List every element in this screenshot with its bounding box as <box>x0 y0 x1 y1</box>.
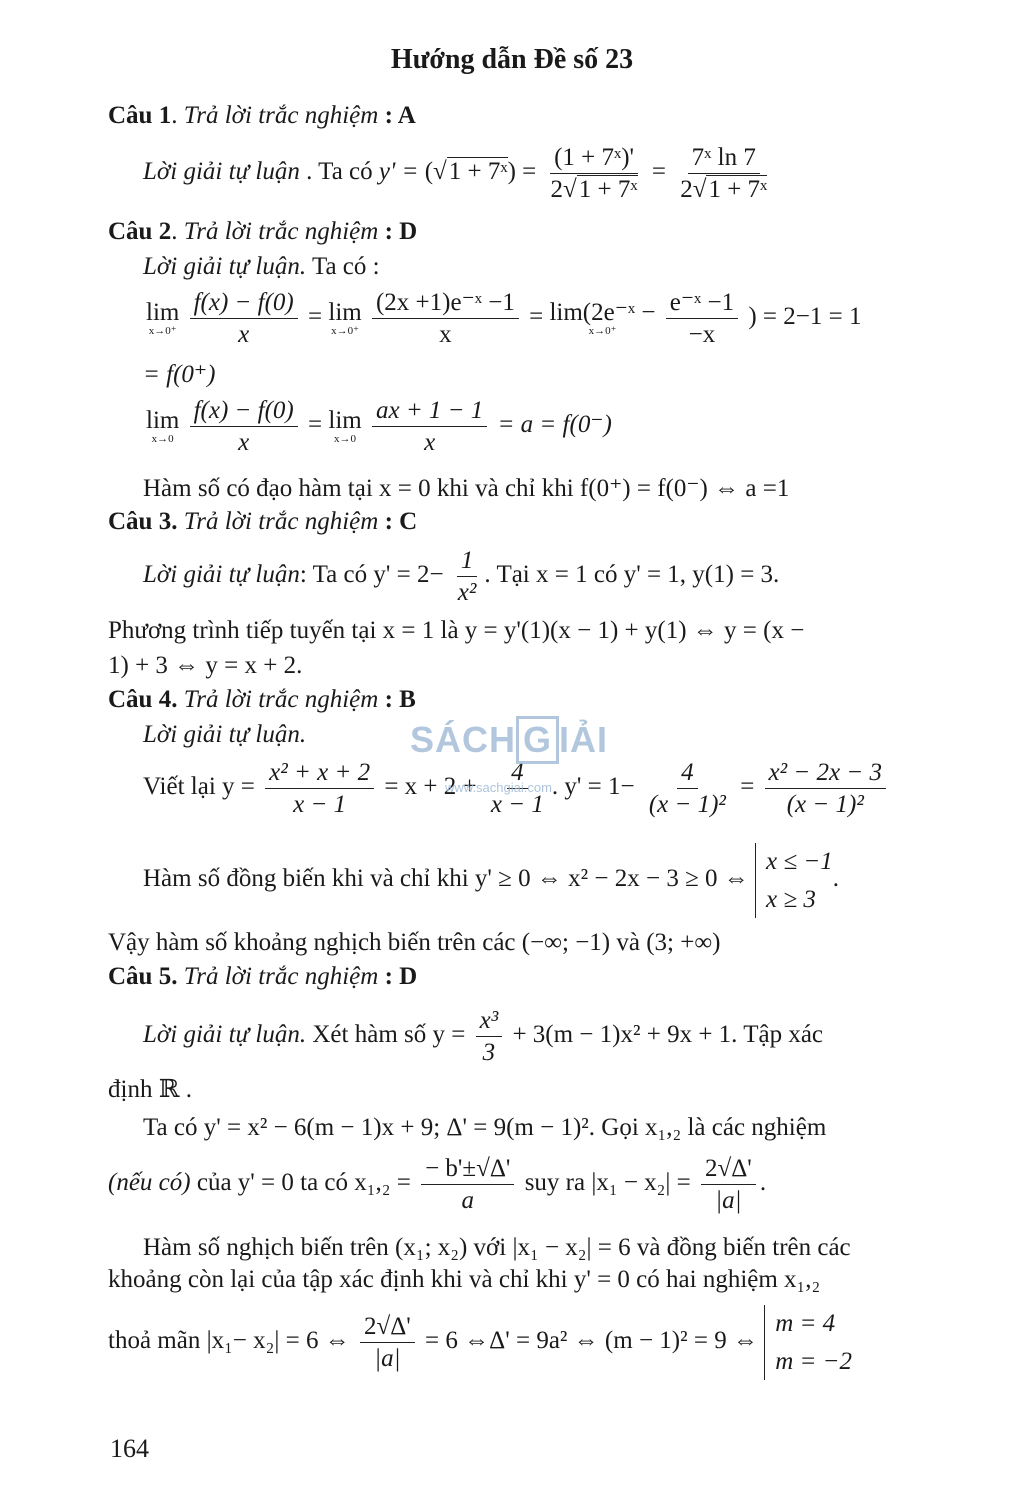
q5-condition-cont: khoảng còn lại của tập xác định khi và chỉ khi y' = 0 có hai nghiệm x₁,₂ <box>108 1266 821 1293</box>
q4-solution-set: x ≤ −1 x ≥ 3 <box>755 843 833 918</box>
q1-answer: : A <box>384 102 416 129</box>
q5-header: Câu 5. Trả lời trắc nghiệm : D <box>108 963 418 990</box>
q5-solution-set: m = 4 m = −2 <box>764 1305 852 1380</box>
q4-rewrite: Viết lại y = $\frac{\text{x² + x + 2}}{x - 1}$ = x + 2 + $\frac{4}{x - 1}$ . y' = 1− $\frac{4}{\text{(x − 1)²}}$ = $\frac{\text{x² − 2x − 3}}{\text{(x − 1)²}}$ <box>143 760 890 817</box>
q2-limit-left: lim x→0 $\frac{f(x) - f(0)}{x}$ = lim x→0 $\frac{ax + 1 - 1}{x}$ = a = f(0⁻) <box>146 397 612 456</box>
q4-increasing: Hàm số đồng biến khi và chỉ khi y' ≥ 0 ⇔ x² − 2x − 3 ≥ 0 ⇔ x ≤ −1 x ≥ 3. <box>143 843 839 918</box>
q2-label: Câu 2 <box>108 218 172 245</box>
q3-tangent-line: Phương trình tiếp tuyến tại x = 1 là y = y'(1)(x − 1) + y(1) ⇔ y = (x − <box>108 617 805 644</box>
q4-header: Câu 4. Trả lời trắc nghiệm : B <box>108 686 416 713</box>
q5-answer: : D <box>384 963 418 990</box>
page-number: 164 <box>110 1434 149 1463</box>
q1-fraction-2: $\frac{\text{7ˣ ln 7}}{\text{2√1 + 7ˣ}}$ <box>680 144 768 203</box>
q5-function: Lời giải tự luận. Xét hàm số y = $\frac{\text{x³}}{3}$ + 3(m − 1)x² + 9x + 1. Tập xác <box>143 1007 824 1066</box>
q1-answer-text: Trả lời trắc nghiệm <box>183 102 379 129</box>
q5-result: thoả mãn |x₁− x₂| = 6 ⇔ $\frac{2√\Delta'}{|a|}$ = 6 ⇔Δ' = 9a² ⇔ (m − 1)² = 9 ⇔ m = 4 m = −2 <box>108 1305 852 1380</box>
q5-condition: Hàm số nghịch biến trên (x₁; x₂) với |x₁ − x₂| = 6 và đồng biến trên các <box>143 1234 851 1261</box>
q5-domain: định ℝ . <box>108 1076 192 1103</box>
q3-tangent-result: 1) + 3 ⇔ y = x + 2. <box>108 652 303 679</box>
q5-derivative: Ta có y' = x² − 6(m − 1)x + 9; Δ' = 9(m − 1)². Gọi x₁,₂ là các nghiệm <box>143 1114 827 1141</box>
page-title: Hướng dẫn Đề số 23 <box>390 44 634 75</box>
q4-solution-intro: Lời giải tự luận. <box>143 721 307 748</box>
q2-solution-intro: Lời giải tự luận. Ta có : <box>143 253 380 280</box>
q5-roots: (nếu có) của y' = 0 ta có x₁,₂ = $\frac{- b'\pm√\Delta'}{a}$ suy ra |x₁ − x₂| = $\frac{2√\Delta'}{|a|}$ . <box>108 1155 767 1214</box>
q2-conclusion: Hàm số có đạo hàm tại x = 0 khi và chỉ khi f(0⁺) = f(0⁻) ⇔ a =1 <box>143 475 790 502</box>
q3-header: Câu 3. Trả lời trắc nghiệm : C <box>108 508 418 535</box>
watermark-url: www.sachgiai.com <box>445 780 552 795</box>
q2-header: Câu 2. Trả lời trắc nghiệm : D <box>108 218 418 245</box>
q3-answer: : C <box>384 508 418 535</box>
q1-solution: Lời giải tự luận . Ta có y' = (√1 + 7ˣ) = $\frac{\text{(1 + 7ˣ)'}}{\text{2√1 + 7ˣ}}$ = $\frac{\text{7ˣ ln 7}}{\text{2√1 + 7ˣ}}$ <box>143 145 775 202</box>
q4-answer: : B <box>384 686 416 713</box>
q2-right-limit-value: = f(0⁺) <box>143 361 216 388</box>
q3-solution: Lời giải tự luận: Ta có y' = 2− $\frac{1}{\text{x²}}$ . Tại x = 1 có y' = 1, y(1) = 3. <box>143 547 780 606</box>
q1-fraction-1: $\frac{\text{(1 + 7ˣ)'}}{\text{2√1 + 7ˣ}}$ <box>550 144 638 203</box>
watermark-logo: SÁCH G IẢI <box>410 716 608 764</box>
q2-limit-right: lim x→0⁺ $\frac{f(x) - f(0)}{x}$ = lim x→0⁺ $\frac{\text{(2x +1)e⁻ˣ −1}}{x}$ = lim(2e⁻ˣ − x→0⁺ $\frac{\text{e⁻ˣ −1}}{-x}$ ) = 2−1 = 1 <box>146 289 862 348</box>
q1-label: Câu 1 <box>108 102 172 129</box>
q2-answer: : D <box>384 218 418 245</box>
q4-conclusion: Vậy hàm số khoảng nghịch biến trên các (−∞; −1) và (3; +∞) <box>108 929 721 956</box>
q1-header: Câu 1. Trả lời trắc nghiệm : A <box>108 102 416 129</box>
